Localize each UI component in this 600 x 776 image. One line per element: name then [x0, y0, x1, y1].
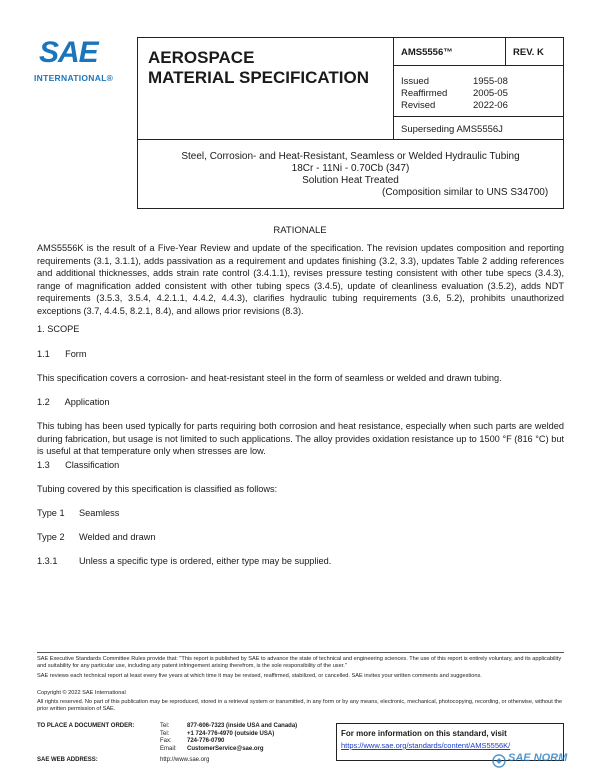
section-form-text: This specification covers a corrosion- and heat-resistant steel in the form of seamless or welded and drawn tubing.: [37, 373, 502, 383]
header-hline-2: [393, 116, 564, 117]
superseding-note: Superseding AMS5556J: [401, 124, 503, 135]
type2-label: Type 2: [37, 532, 65, 542]
watermark-logo: [492, 752, 580, 770]
section-classification-text: Tubing covered by this specification is classified as follows:: [37, 484, 278, 494]
rationale-heading: RATIONALE: [273, 225, 327, 236]
material-title-line4: (Composition similar to UNS S34700): [382, 187, 549, 198]
rationale-text: AMS5556K is the result of a Five-Year Review and update of the specification. The revision updates composition and reporting requirements (3.1, 3.1.1), adds passivation as a requirement and updates finishing (3.2, 3.3), updates Table 2 adding references and additional thicknesses, adds strain rate control (3.4.1.1), revises pressure testing consistent with other tube specs (3.4.3), range of magnification added consistent with other tubing specs (3.4.5), update of cleanliness evaluation (3.5.2), adds NDT requirements (3.5.3, 3.5.4, 4.2.1.1, 4.4.2, 4.4.3), clarifies hydraulic tubing requirements (3.6, 5.2), prohibits unauthorized exceptions (3.7, 4.4.5, 8.2.1, 8.4), and allows prior revisions (8.3).: [37, 243, 564, 316]
watermark-text: SAE NORM: [508, 752, 568, 764]
type2-text: Welded and drawn: [79, 532, 156, 542]
contact-keys: Tel: Tel: Fax: Email:: [160, 723, 177, 752]
material-title-line3: Solution Heat Treated: [302, 175, 399, 186]
date-value-revised: 2022-06: [473, 100, 508, 111]
watermark-icon: [492, 754, 506, 768]
section-application-heading: 1.2 Application: [37, 397, 110, 407]
section-131-text: Unless a specific type is ordered, either type may be supplied.: [79, 556, 332, 566]
section-131-number: 1.3.1: [37, 556, 58, 566]
header-divider: [393, 37, 394, 140]
revision-label: REV. K: [513, 47, 544, 58]
web-label: SAE WEB ADDRESS:: [37, 757, 98, 763]
contact-values: 877-606-7323 (inside USA and Canada) +1 724-776-4970 (outside USA) 724-776-0790 CustomerService@sae.org: [187, 723, 298, 752]
material-title-line1: Steel, Corrosion- and Heat-Resistant, Seamless or Welded Hydraulic Tubing: [181, 151, 520, 162]
material-title-line2: 18Cr - 11Ni - 0.70Cb (347): [291, 163, 410, 174]
date-label-issued: Issued: [401, 76, 429, 87]
section-application-text: This tubing has been used typically for parts requiring both corrosion and heat resistance, especially when such parts are welded during fabrication, but usage is not limited to such applications. The alloy provides oxidation resistance up to 1500 °F (816 °C) but is useful at that temperature only when stresses are low.: [37, 421, 564, 456]
web-address-link[interactable]: http://www.sae.org: [160, 757, 210, 763]
section-form-heading: 1.1 Form: [37, 349, 87, 359]
footer-review-notice: SAE reviews each technical report at least every five years at which time it may be revised, reaffirmed, stabilized, or cancelled. SAE invites your written comments and suggestions.: [37, 673, 482, 679]
footer-rights: All rights reserved. No part of this publication may be reproduced, stored in a retrieval system or transmitted, in any form or by any means, electronic, mechanical, photocopying, recording, or otherwise, without the prior written permission of SAE.: [37, 699, 563, 713]
footer-copyright: Copyright © 2022 SAE International: [37, 690, 126, 696]
title-box: [137, 139, 564, 209]
sae-logo: SAE: [39, 36, 98, 69]
date-label-revised: Revised: [401, 100, 436, 111]
sae-logo-subtitle: INTERNATIONAL®: [34, 73, 114, 83]
document-number: AMS5556™: [401, 47, 453, 58]
section-classification-heading: 1.3 Classification: [37, 460, 120, 470]
header-divider-rev: [505, 37, 506, 65]
more-info-link[interactable]: https://www.sae.org/standards/content/AMS5556K/: [341, 741, 511, 750]
date-label-reaffirmed: Reaffirmed: [401, 88, 448, 99]
footer-rule: [37, 652, 564, 653]
customer-service-email[interactable]: CustomerService@sae.org: [187, 745, 264, 752]
type1-text: Seamless: [79, 508, 120, 518]
footer-rules-notice: SAE Executive Standards Committee Rules provide that: "This report is published by SAE to advance the state of technical and engineering sciences. The use of this report is entirely voluntary, and its applicability and suitability for any particular use, including any patent infringement arising therefrom, is the sole responsibility of the user.": [37, 656, 562, 670]
date-value-reaffirmed: 2005-05: [473, 88, 508, 99]
header-hline: [393, 65, 564, 66]
order-label: TO PLACE A DOCUMENT ORDER:: [37, 723, 135, 729]
type1-label: Type 1: [37, 508, 65, 518]
section-scope-heading: 1. SCOPE: [37, 324, 80, 334]
more-info-text: For more information on this standard, visit: [341, 729, 507, 738]
date-value-issued: 1955-08: [473, 76, 508, 87]
doc-type-title: AEROSPACE MATERIAL SPECIFICATION: [148, 48, 369, 87]
